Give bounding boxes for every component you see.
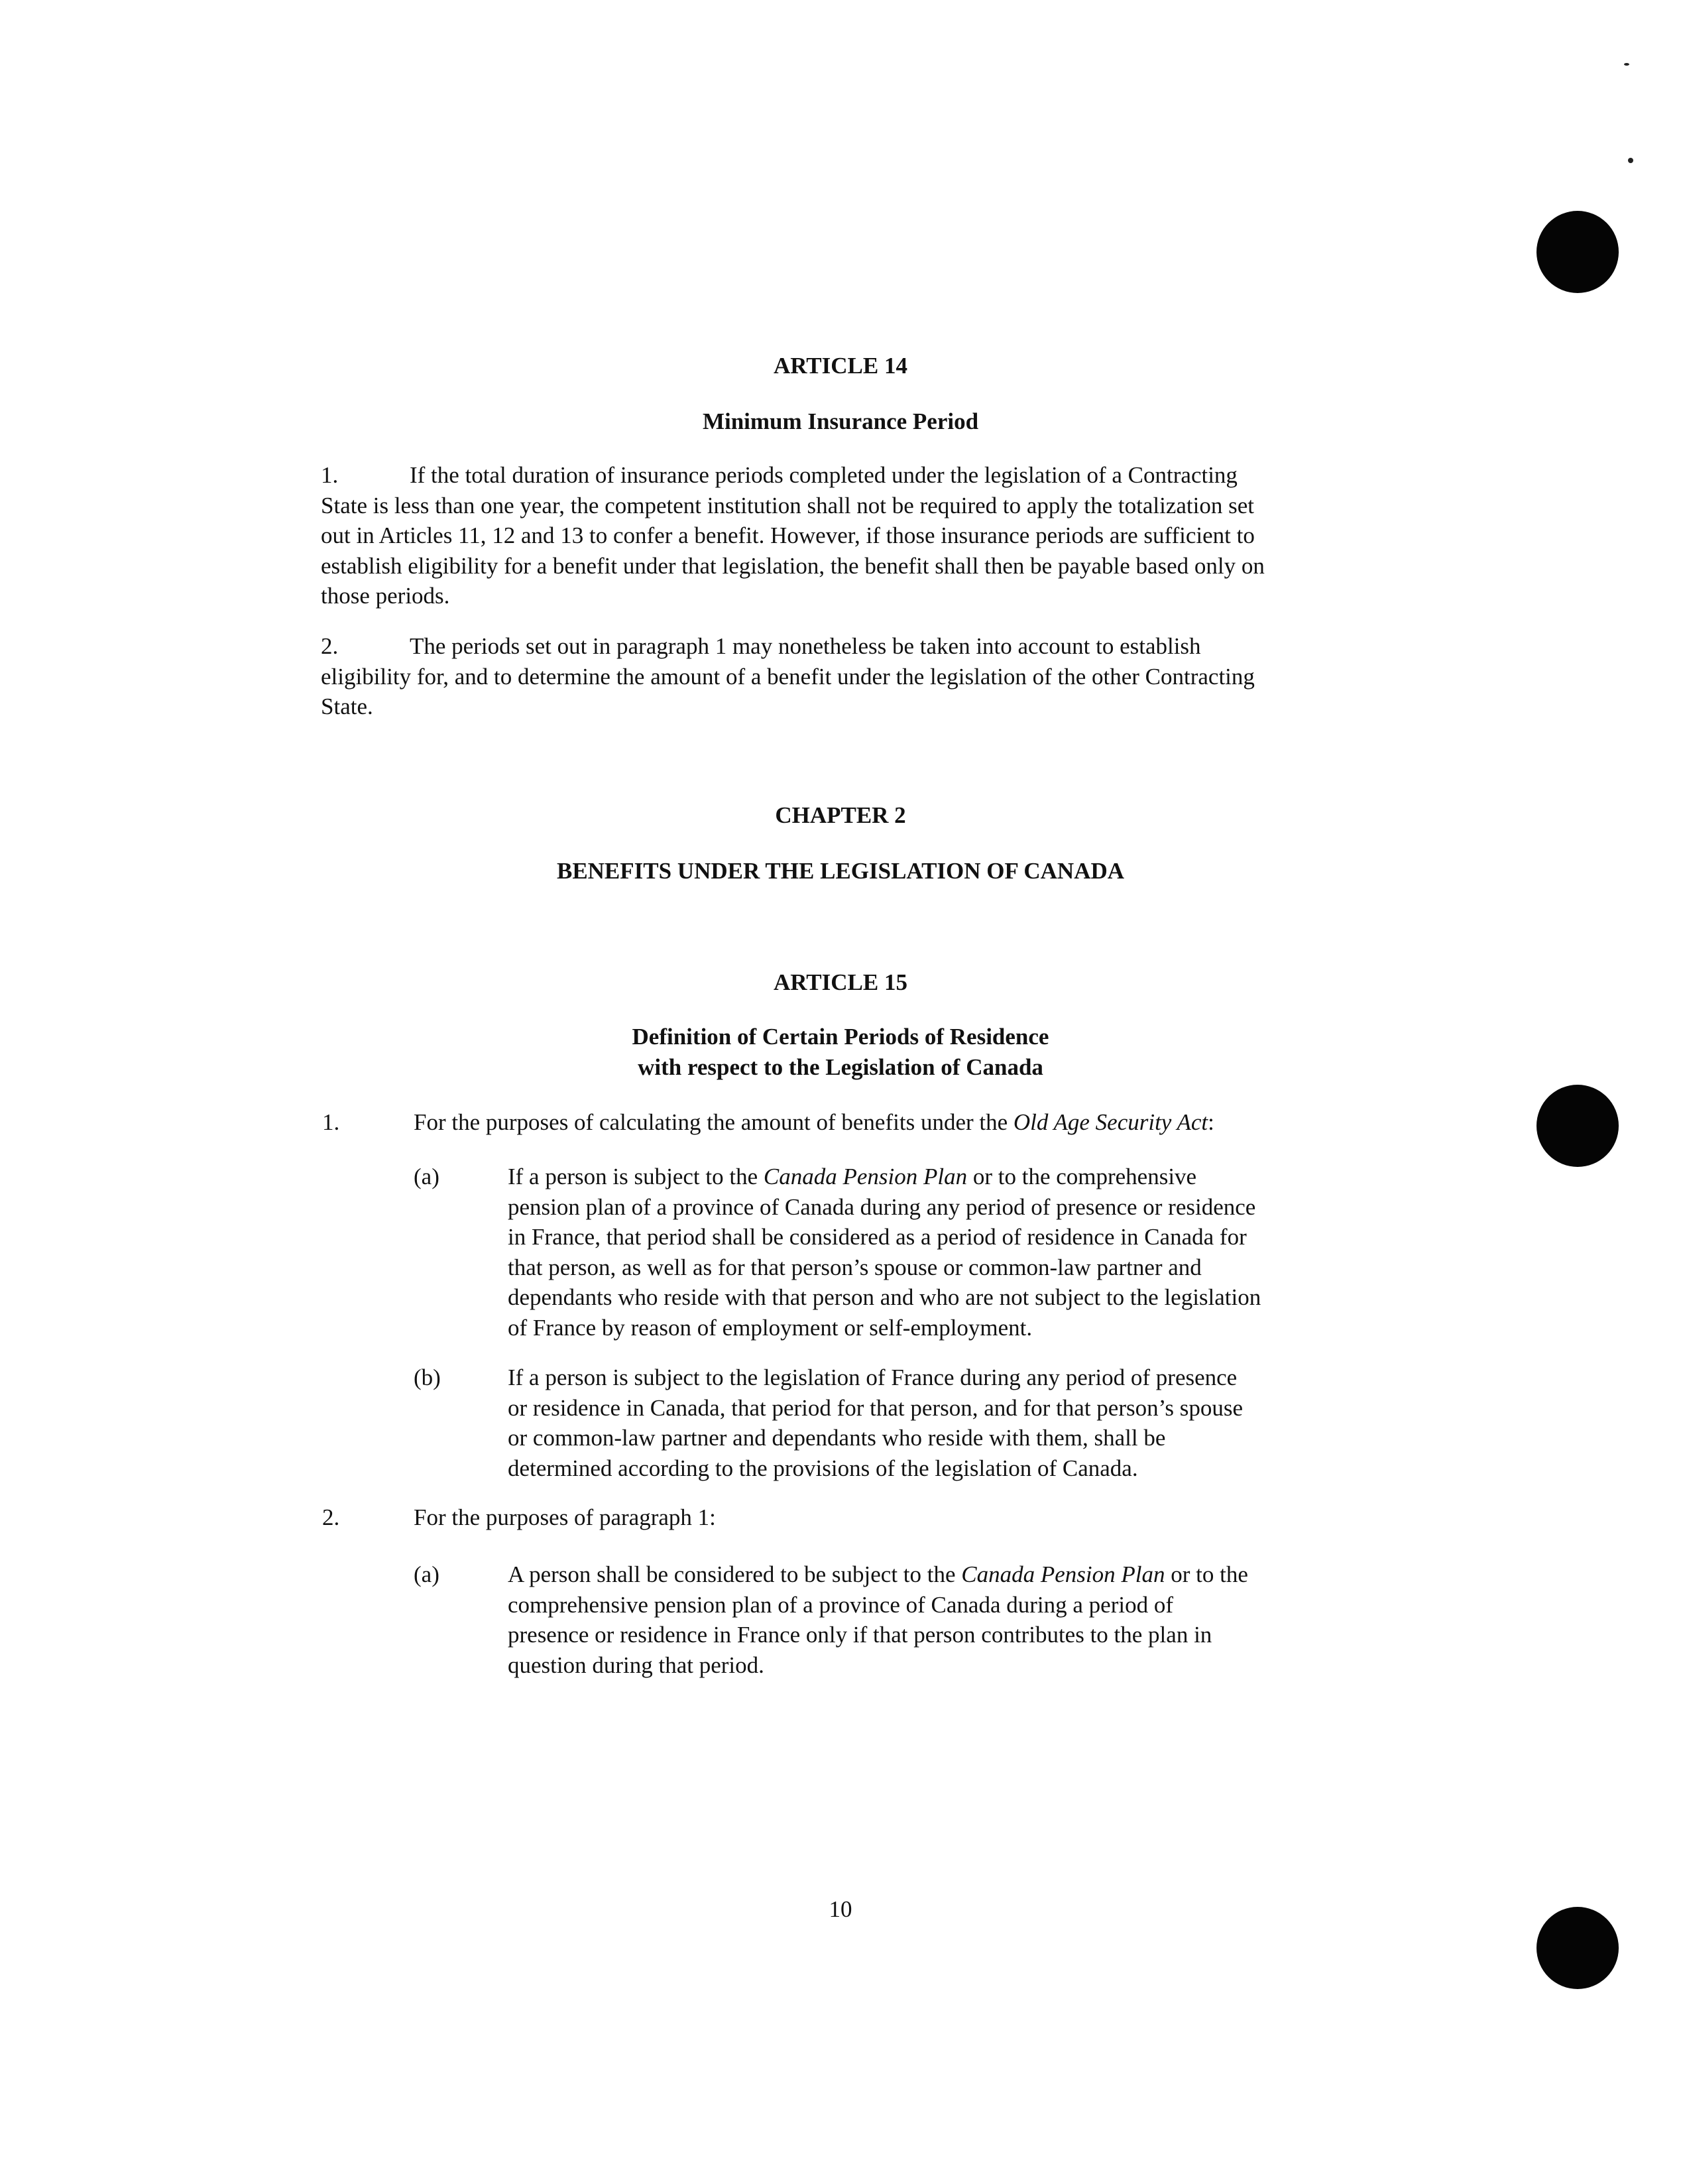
scan-speck [1628,158,1633,163]
scan-speck [1624,63,1629,66]
article-14-title: ARTICLE 14 [773,353,907,379]
article-14-subtitle: Minimum Insurance Period [702,408,979,434]
subparagraph-label: (a) [414,1164,439,1189]
article-14-paragraph-2: 2. The periods set out in paragraph 1 may nonetheless be taken into account to establish eligibility for, and to determine the amount of a benefit under the legislation of the other Contracting State. [321,631,1355,722]
paragraph-number: 2. [322,1504,340,1530]
article-15-paragraph-1b: If a person is subject to the legislation of France during any period of presence or residence in Canada, that period for that person, and for that person’s spouse or common-law partner and dependants who reside with them, shall be determined according to the provisions of the legislation of Canada. [508,1365,1243,1481]
subparagraph-label: (a) [414,1561,439,1587]
article-15-paragraph-2: For the purposes of paragraph 1: [414,1504,716,1530]
binder-hole-middle [1536,1085,1619,1167]
subparagraph-label: (b) [414,1365,441,1390]
paragraph-number: 2. [321,633,339,659]
paragraph-number: 1. [321,462,339,488]
article-15-subtitle-line-2: with respect to the Legislation of Canada [638,1054,1043,1080]
chapter-2-title: CHAPTER 2 [775,802,906,828]
article-15-subtitle-line-1: Definition of Certain Periods of Residence [632,1024,1049,1050]
binder-hole-top [1536,211,1619,293]
article-15-title: ARTICLE 15 [773,969,907,995]
paragraph-number: 1. [322,1109,340,1135]
article-14-paragraph-1: 1. If the total duration of insurance periods completed under the legislation of a Contracting State is less than one year, the competent institution shall not be required to apply the totalization set out in Articles 11, 12 and 13 to confer a benefit. However, if those insurance periods are sufficient to establish eligibility for a benefit under that legislation, the benefit shall then be payable based only on those periods. [321,460,1355,611]
chapter-2-subtitle: BENEFITS UNDER THE LEGISLATION OF CANADA [556,858,1125,884]
article-15-paragraph-1: For the purposes of calculating the amount of benefits under the Old Age Security Act: [414,1109,1214,1135]
article-15-paragraph-2a: A person shall be considered to be subject to the Canada Pension Plan or to the comprehensive pension plan of a province of Canada during a period of presence or residence in France only if that person contributes to the plan in question during that period. [508,1561,1248,1678]
article-15-paragraph-1a: If a person is subject to the Canada Pension Plan or to the comprehensive pension plan of a province of Canada during any period of presence or residence in France, that period shall be considered as a period of residence in Canada for that person, as well as for that person’s spouse or common-law partner and dependants who reside with that person and who are not subject to the legislation of France by reason of employment or self-employment. [508,1164,1261,1341]
page-number: 10 [829,1896,852,1922]
